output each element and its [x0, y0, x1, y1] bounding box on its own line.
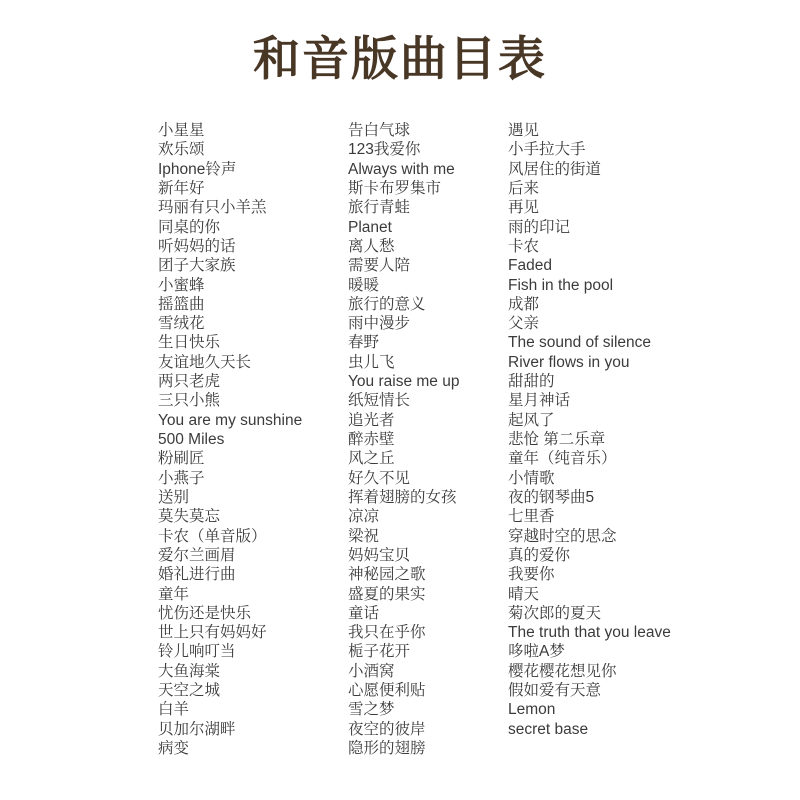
- song-item: 需要人陪: [348, 257, 411, 275]
- song-item: 雨的印记: [508, 218, 571, 236]
- song-item: 旅行青蛙: [348, 199, 411, 217]
- song-item: 病变: [158, 740, 190, 757]
- song-item: 小燕子: [158, 469, 205, 487]
- song-item: 心愿便利贴: [348, 682, 426, 700]
- song-item: 小情歌: [508, 469, 555, 487]
- song-item: River flows in you: [508, 353, 630, 371]
- song-item: 玛丽有只小羊羔: [158, 199, 267, 217]
- song-item: 小星星: [158, 122, 205, 139]
- song-item: Lemon: [508, 701, 556, 719]
- song-item: 大鱼海棠: [158, 662, 221, 680]
- song-item: 神秘园之歌: [348, 566, 426, 584]
- song-item: 童年: [158, 585, 190, 603]
- song-item: Faded: [508, 257, 552, 275]
- song-item: 起风了: [508, 411, 555, 429]
- page-title: 和音版曲目表: [253, 32, 547, 85]
- song-item: 生日快乐: [158, 334, 221, 352]
- song-item: 星月神话: [508, 392, 571, 410]
- song-column-1: [158, 121, 302, 758]
- song-item: 两只老虎: [158, 373, 221, 391]
- song-item: The sound of silence: [508, 334, 652, 352]
- song-item: 白羊: [158, 701, 190, 719]
- song-item: 听妈妈的话: [158, 237, 236, 255]
- song-item: 我只在乎你: [348, 624, 426, 642]
- song-item: 婚礼进行曲: [158, 566, 236, 584]
- song-item: 妈妈宝贝: [348, 546, 411, 564]
- song-item: You raise me up: [348, 373, 460, 391]
- song-item: 123我爱你: [348, 141, 421, 159]
- song-item: 小酒窝: [348, 662, 395, 680]
- song-item: 小手拉大手: [508, 141, 586, 159]
- song-item: 新年好: [158, 179, 205, 197]
- song-item: 爱尔兰画眉: [158, 546, 236, 564]
- song-item: The truth that you leave: [508, 624, 671, 642]
- song-item: 童话: [348, 604, 380, 622]
- song-item: 小蜜蜂: [158, 276, 205, 294]
- song-item: 穿越时空的思念: [508, 527, 617, 545]
- song-item: 送别: [158, 488, 190, 506]
- song-item: 凉凉: [348, 508, 380, 526]
- song-item: 七里香: [508, 508, 555, 526]
- song-item: 童年（纯音乐）: [508, 450, 617, 468]
- song-item: 天空之城: [158, 682, 221, 700]
- song-item: 贝加尔湖畔: [158, 720, 236, 738]
- song-item: 春野: [348, 334, 380, 352]
- song-item: 风居住的街道: [508, 160, 602, 178]
- song-item: 忧伤还是快乐: [158, 604, 252, 622]
- song-item: 世上只有妈妈好: [158, 624, 267, 642]
- song-item: 雪绒花: [158, 315, 205, 333]
- song-item: 梁祝: [348, 527, 380, 545]
- song-item: 樱花樱花想见你: [508, 662, 617, 680]
- song-item: 盛夏的果实: [348, 585, 426, 603]
- song-item: Iphone铃声: [158, 160, 237, 178]
- song-item: 栀子花开: [348, 643, 411, 661]
- song-item: 铃儿响叮当: [158, 643, 236, 661]
- song-item: 后来: [508, 179, 540, 197]
- song-item: 醉赤壁: [348, 431, 395, 448]
- song-item: You are my sunshine: [158, 411, 303, 429]
- song-item: 友谊地久天长: [158, 353, 252, 371]
- song-item: 真的爱你: [508, 546, 571, 564]
- song-item: 团子大家族: [158, 257, 236, 275]
- song-item: 告白气球: [348, 122, 411, 139]
- song-item: 风之丘: [348, 450, 395, 468]
- song-item: 我要你: [508, 566, 555, 584]
- song-item: 雨中漫步: [348, 315, 411, 333]
- song-item: 虫儿飞: [348, 353, 395, 371]
- song-item: 晴天: [508, 585, 540, 603]
- song-item: Always with me: [348, 160, 455, 178]
- song-item: 卡农（单音版）: [158, 527, 267, 545]
- song-item: 雪之梦: [348, 701, 395, 719]
- song-item: secret base: [508, 720, 589, 738]
- song-item: 再见: [508, 199, 540, 217]
- song-item: 遇见: [508, 122, 540, 139]
- song-item: Planet: [348, 218, 392, 236]
- song-item: 欢乐颂: [158, 141, 205, 159]
- song-item: 暖暖: [348, 276, 380, 294]
- song-item: 500 Miles: [158, 431, 225, 448]
- song-column-3: [508, 121, 671, 739]
- song-item: 同桌的你: [158, 218, 221, 236]
- song-item: 粉刷匠: [158, 450, 205, 468]
- song-item: 悲怆 第二乐章: [508, 431, 606, 448]
- song-item: 隐形的翅膀: [348, 740, 426, 757]
- song-item: 假如爱有天意: [508, 682, 602, 700]
- song-item: 莫失莫忘: [158, 508, 221, 526]
- song-item: 成都: [508, 295, 540, 313]
- song-item: 好久不见: [348, 469, 411, 487]
- song-item: 菊次郎的夏天: [508, 604, 602, 622]
- song-column-2: [348, 121, 459, 758]
- song-item: 旅行的意义: [348, 295, 426, 313]
- song-item: 哆啦A梦: [508, 643, 565, 661]
- song-item: 纸短情长: [348, 392, 411, 410]
- song-item: 三只小熊: [158, 392, 221, 410]
- song-item: 甜甜的: [508, 373, 555, 391]
- song-item: 夜空的彼岸: [348, 720, 426, 738]
- song-item: 父亲: [508, 315, 540, 333]
- song-item: 夜的钢琴曲5: [508, 488, 595, 506]
- song-item: Fish in the pool: [508, 276, 614, 294]
- song-item: 挥着翅膀的女孩: [348, 488, 457, 506]
- song-item: 离人愁: [348, 237, 395, 255]
- song-item: 追光者: [348, 411, 395, 429]
- song-item: 摇篮曲: [158, 295, 205, 313]
- song-item: 斯卡布罗集市: [348, 179, 442, 197]
- song-item: 卡农: [508, 237, 540, 255]
